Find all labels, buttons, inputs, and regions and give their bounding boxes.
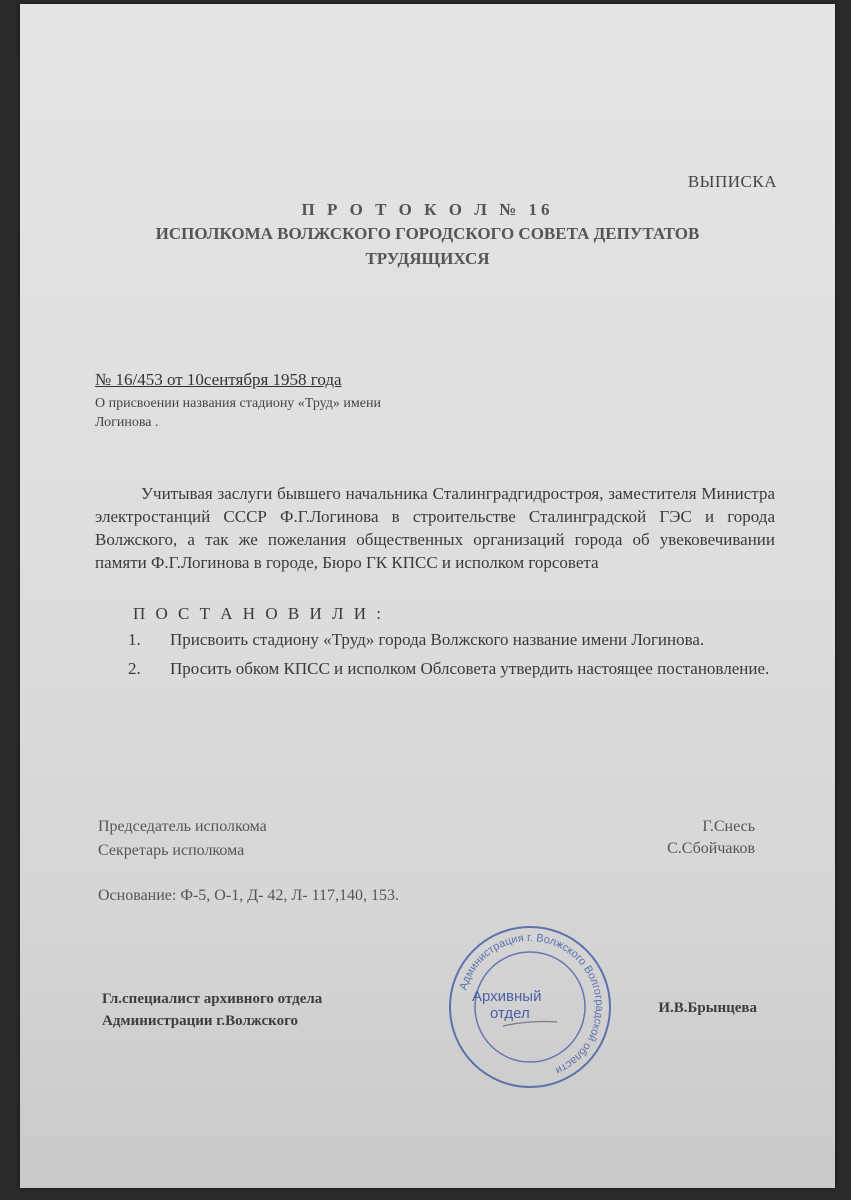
decree-subject — [95, 394, 455, 432]
secretary-name: С.Сбойчаков — [667, 840, 755, 857]
stamp-line-2: отдел — [490, 1005, 530, 1022]
resolution-item — [128, 657, 776, 680]
secretary-title: Секретарь исполкома — [98, 842, 245, 859]
item-text: Просить обком КПСС и исполком Облсовета утвердить настоящее постановление. — [170, 659, 770, 678]
protocol-subtitle: ИСПОЛКОМА ВОЛЖСКОГО ГОРОДСКОГО СОВЕТА ДЕПУТАТОВ — [155, 224, 700, 243]
subject-line-2: Логинова . — [95, 415, 159, 430]
archivist-line-2: Администрации г.Волжского — [102, 1013, 299, 1029]
protocol-subtitle-cont: ТРУДЯЩИХСЯ — [365, 249, 490, 268]
archivist-name: И.В.Брынцева — [658, 1000, 757, 1016]
item-number: 1. — [128, 630, 141, 649]
chairman-name: Г.Снесь — [702, 818, 755, 835]
body-paragraph: Учитывая заслуги бывшего начальника Сталинградгидростроя, заместителя Министра электростанций СССР Ф.Г.Логинова в строительстве Сталинградской ГЭС и города Волжского, а так же пожелания общественных организаций города об увековечивании памяти Ф.Г.Логинова в городе, Бюро ГК КПСС и исполком горсовета — [95, 484, 775, 572]
item-number: 2. — [128, 659, 141, 678]
decree-body — [95, 482, 775, 574]
protocol-title: П Р О Т О К О Л № 16 — [301, 200, 554, 219]
archivist-title — [102, 988, 322, 1032]
extract-label: ВЫПИСКА — [687, 172, 777, 191]
archivist-line-1: Гл.специалист архивного отдела — [102, 991, 323, 1007]
resolution-list — [128, 628, 776, 686]
stamp-line-1: Архивный — [472, 988, 542, 1005]
basis-reference: Основание: Ф-5, О-1, Д- 42, Л- 117,140, 153. — [98, 887, 400, 904]
resolution-item — [128, 628, 776, 651]
document-page — [20, 4, 835, 1188]
stamp-center-text — [472, 988, 541, 1022]
svg-text:Администрация г. Волжского Вол: Администрация г. Волжского Волгоградской области — [457, 931, 606, 1077]
chairman-title: Председатель исполкома — [98, 818, 267, 835]
subject-line-1: О присвоении названия стадиону «Труд» имени — [95, 396, 381, 411]
item-text: Присвоить стадиону «Труд» города Волжского название имени Логинова. — [170, 630, 705, 649]
decree-number: № 16/453 от 10сентября 1958 года — [95, 370, 342, 389]
resolved-label: П О С Т А Н О В И Л И : — [133, 604, 385, 623]
